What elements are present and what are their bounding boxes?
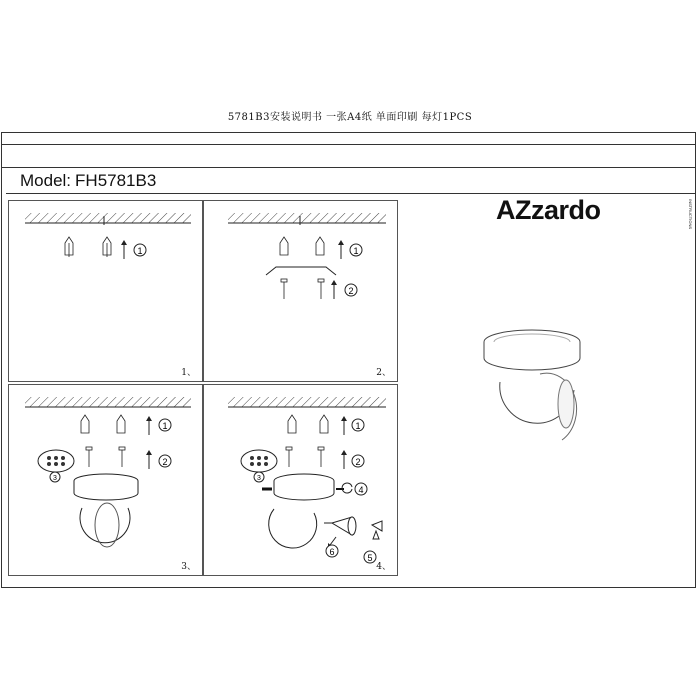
- step-1-illustration: [9, 201, 204, 383]
- spotlight-head: [80, 508, 130, 543]
- callout-4: 4: [358, 485, 364, 495]
- brand-logo: AZzardo: [496, 195, 601, 225]
- model-value: FH5781B3: [75, 171, 157, 190]
- step-4-illustration: [204, 385, 399, 577]
- callout-2: 2: [162, 457, 168, 467]
- step-panel-3: [8, 384, 203, 576]
- callout-1: 1: [137, 246, 143, 256]
- callout-3: 3: [53, 475, 57, 482]
- step-number: 4、: [376, 562, 391, 572]
- terminal-block-icon: [38, 450, 74, 472]
- spotlight-head: [269, 509, 317, 548]
- gu10-bulb-icon: [324, 517, 356, 535]
- step-2-illustration: [204, 201, 399, 383]
- step-panel-4: [203, 384, 398, 576]
- model-label: Model:: [20, 171, 72, 190]
- page-header-note: 5781B3安装说明书 一张A4纸 单面印刷 每灯1PCS: [227, 112, 473, 123]
- wall-plug-icon: [81, 415, 125, 433]
- step-number: 3、: [181, 562, 196, 572]
- callout-5: 5: [367, 553, 373, 563]
- model-line: [20, 171, 156, 191]
- step-3-illustration: [9, 385, 204, 577]
- terminal-block-icon: [241, 450, 277, 472]
- mounting-bracket-icon: [266, 267, 336, 275]
- screw-icon: [286, 447, 324, 467]
- screw-icon: [86, 447, 125, 467]
- model-rule: [6, 193, 696, 194]
- wall-plug-icon: [65, 237, 111, 257]
- callout-1: 1: [353, 246, 359, 256]
- canopy-base: [74, 481, 138, 500]
- callout-3: 3: [257, 475, 261, 482]
- brand-tagline: INSTRUCTIONS: [688, 199, 693, 229]
- callout-2: 2: [355, 457, 361, 467]
- step-number: 1、: [181, 368, 196, 378]
- retaining-clip-icon: [372, 521, 382, 539]
- canopy-base: [484, 342, 580, 370]
- callout-1: 1: [162, 421, 168, 431]
- ceiling-hatch: [228, 213, 386, 223]
- canopy-base: [274, 481, 334, 500]
- title-band: [1, 144, 696, 168]
- wall-plug-icon: [288, 415, 328, 433]
- step-panel-2: [203, 200, 398, 382]
- screw-icon: [281, 279, 324, 299]
- wall-plug-icon: [280, 237, 324, 255]
- ceiling-hatch: [25, 213, 191, 223]
- step-panel-1: [8, 200, 203, 382]
- callout-2: 2: [348, 286, 354, 296]
- callout-1: 1: [355, 421, 361, 431]
- step-number: 2、: [376, 368, 391, 378]
- callout-6: 6: [329, 547, 335, 557]
- product-illustration: [470, 320, 610, 460]
